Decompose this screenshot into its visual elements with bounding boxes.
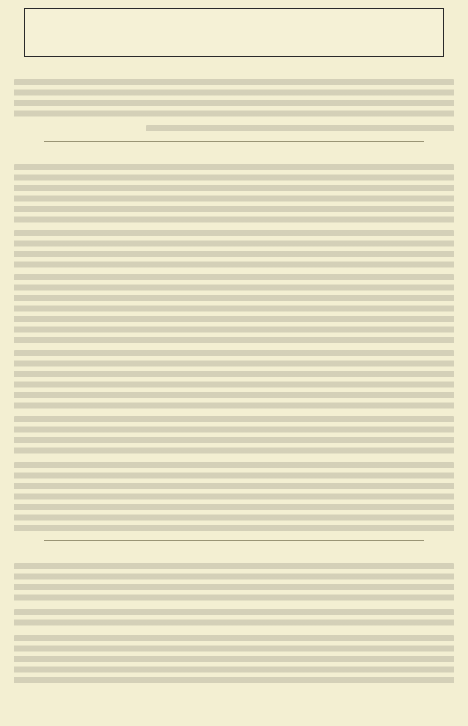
- paragraph: [14, 230, 454, 270]
- paragraph: [14, 462, 454, 534]
- paragraph: [14, 274, 454, 346]
- section-intro: [14, 65, 454, 135]
- header-byline: [33, 39, 435, 51]
- paragraph: [14, 416, 454, 458]
- paragraph: [14, 609, 454, 629]
- document-header: [24, 8, 444, 57]
- section-title: [14, 150, 454, 161]
- header-title: [33, 13, 435, 27]
- divider: [44, 141, 424, 142]
- source-citation: [146, 125, 454, 135]
- header-subtitle: [33, 27, 435, 39]
- paragraph: [14, 563, 454, 605]
- section-title: [14, 549, 454, 560]
- section-main: [14, 150, 454, 534]
- footnote: [14, 635, 454, 687]
- section-title: [14, 65, 454, 76]
- section-closing: [14, 549, 454, 629]
- paragraph: [14, 350, 454, 412]
- paragraph: [14, 164, 454, 226]
- divider: [44, 540, 424, 541]
- paragraph: [14, 79, 454, 121]
